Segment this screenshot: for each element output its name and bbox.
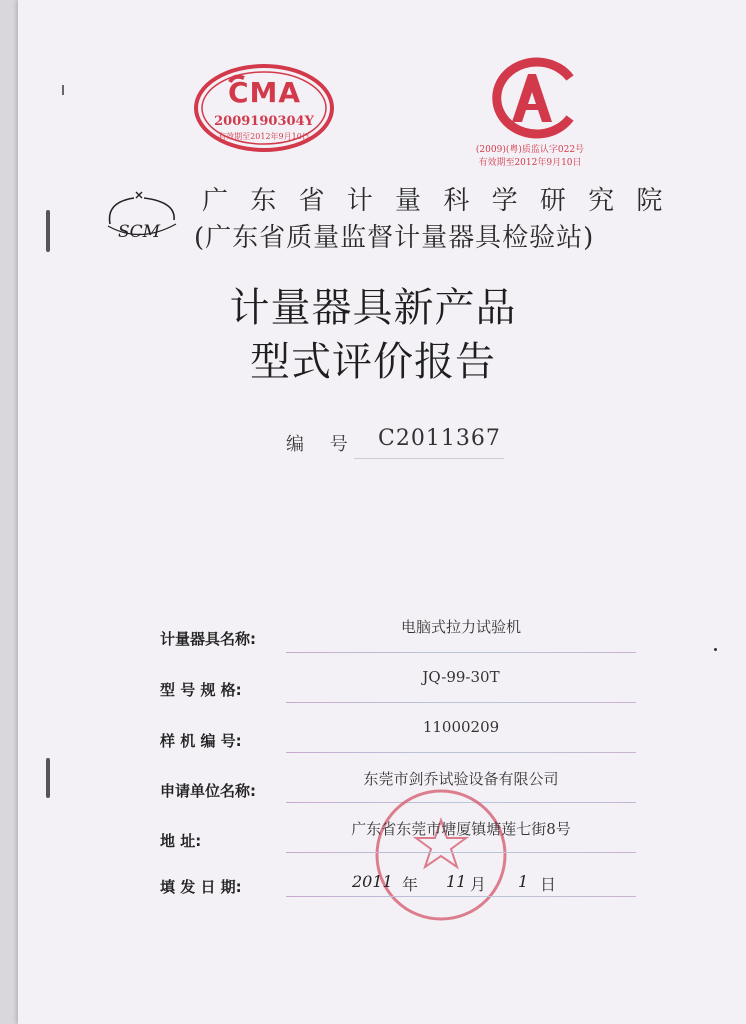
report-title-line2: 型式评价报告 [250, 339, 496, 385]
field-label-sample-number: 样 机 编 号: [160, 732, 242, 750]
field-line [286, 752, 636, 753]
date-month-handwritten: 11 [446, 872, 467, 891]
field-value-instrument-name: 电脑式拉力试验机 [400, 618, 521, 636]
report-title-line1: 计量器具新产品 [229, 285, 517, 331]
round-seal-stamp [372, 786, 510, 924]
round-seal-graphic [372, 786, 510, 924]
cal-number: (2009)(粤)质监认字022号 [475, 145, 585, 155]
cma-number: 2009190304Y [214, 114, 314, 129]
date-day-unit: 日 [540, 875, 557, 894]
institute-name: 广 东 省 计 量 科 学 研 究 院 [202, 186, 670, 216]
field-value-applicant: 东莞市剑乔试验设备有限公司 [363, 770, 559, 788]
field-value-address: 广东省东莞市塘厦镇塘莲七街8号 [351, 820, 571, 838]
field-value-sample-number: 11000209 [422, 718, 500, 736]
field-line [286, 702, 636, 703]
staple-bottom [46, 758, 50, 798]
report-number-label: 编 号 [286, 434, 358, 455]
cal-validity: 有效期至2012年9月10日 [478, 158, 582, 168]
cma-logo-text: CMA [228, 76, 302, 109]
institute-subname: (广东省质量监督计量器具检验站) [194, 223, 595, 253]
field-label-instrument-name: 计量器具名称: [160, 630, 256, 648]
cma-validity: 有效期至2012年9月10日 [218, 132, 310, 141]
date-year-unit: 年 [402, 875, 419, 894]
report-number: C2011367 [378, 426, 501, 451]
field-line [286, 852, 636, 853]
date-day-handwritten: 1 [518, 872, 529, 891]
field-label-applicant: 申请单位名称: [160, 782, 256, 800]
date-year-handwritten: 2011 [352, 872, 393, 891]
scm-logo-text: SCM [118, 222, 161, 242]
field-line [286, 896, 636, 897]
cma-stamp [194, 64, 334, 156]
field-line [286, 652, 636, 653]
date-month-unit: 月 [470, 875, 487, 894]
field-label-issue-date: 填 发 日 期: [160, 878, 242, 896]
field-label-model: 型 号 规 格: [160, 681, 242, 699]
report-number-underline [354, 458, 504, 459]
field-value-model: JQ-99-30T [422, 668, 500, 686]
cal-stamp [470, 56, 590, 176]
round-seal-text [372, 786, 373, 787]
margin-mark [62, 85, 64, 95]
field-label-address: 地 址: [160, 832, 202, 850]
scm-logo [100, 188, 180, 248]
staple-top [46, 210, 50, 252]
cal-stamp-graphic [470, 56, 590, 140]
speck [714, 648, 717, 651]
